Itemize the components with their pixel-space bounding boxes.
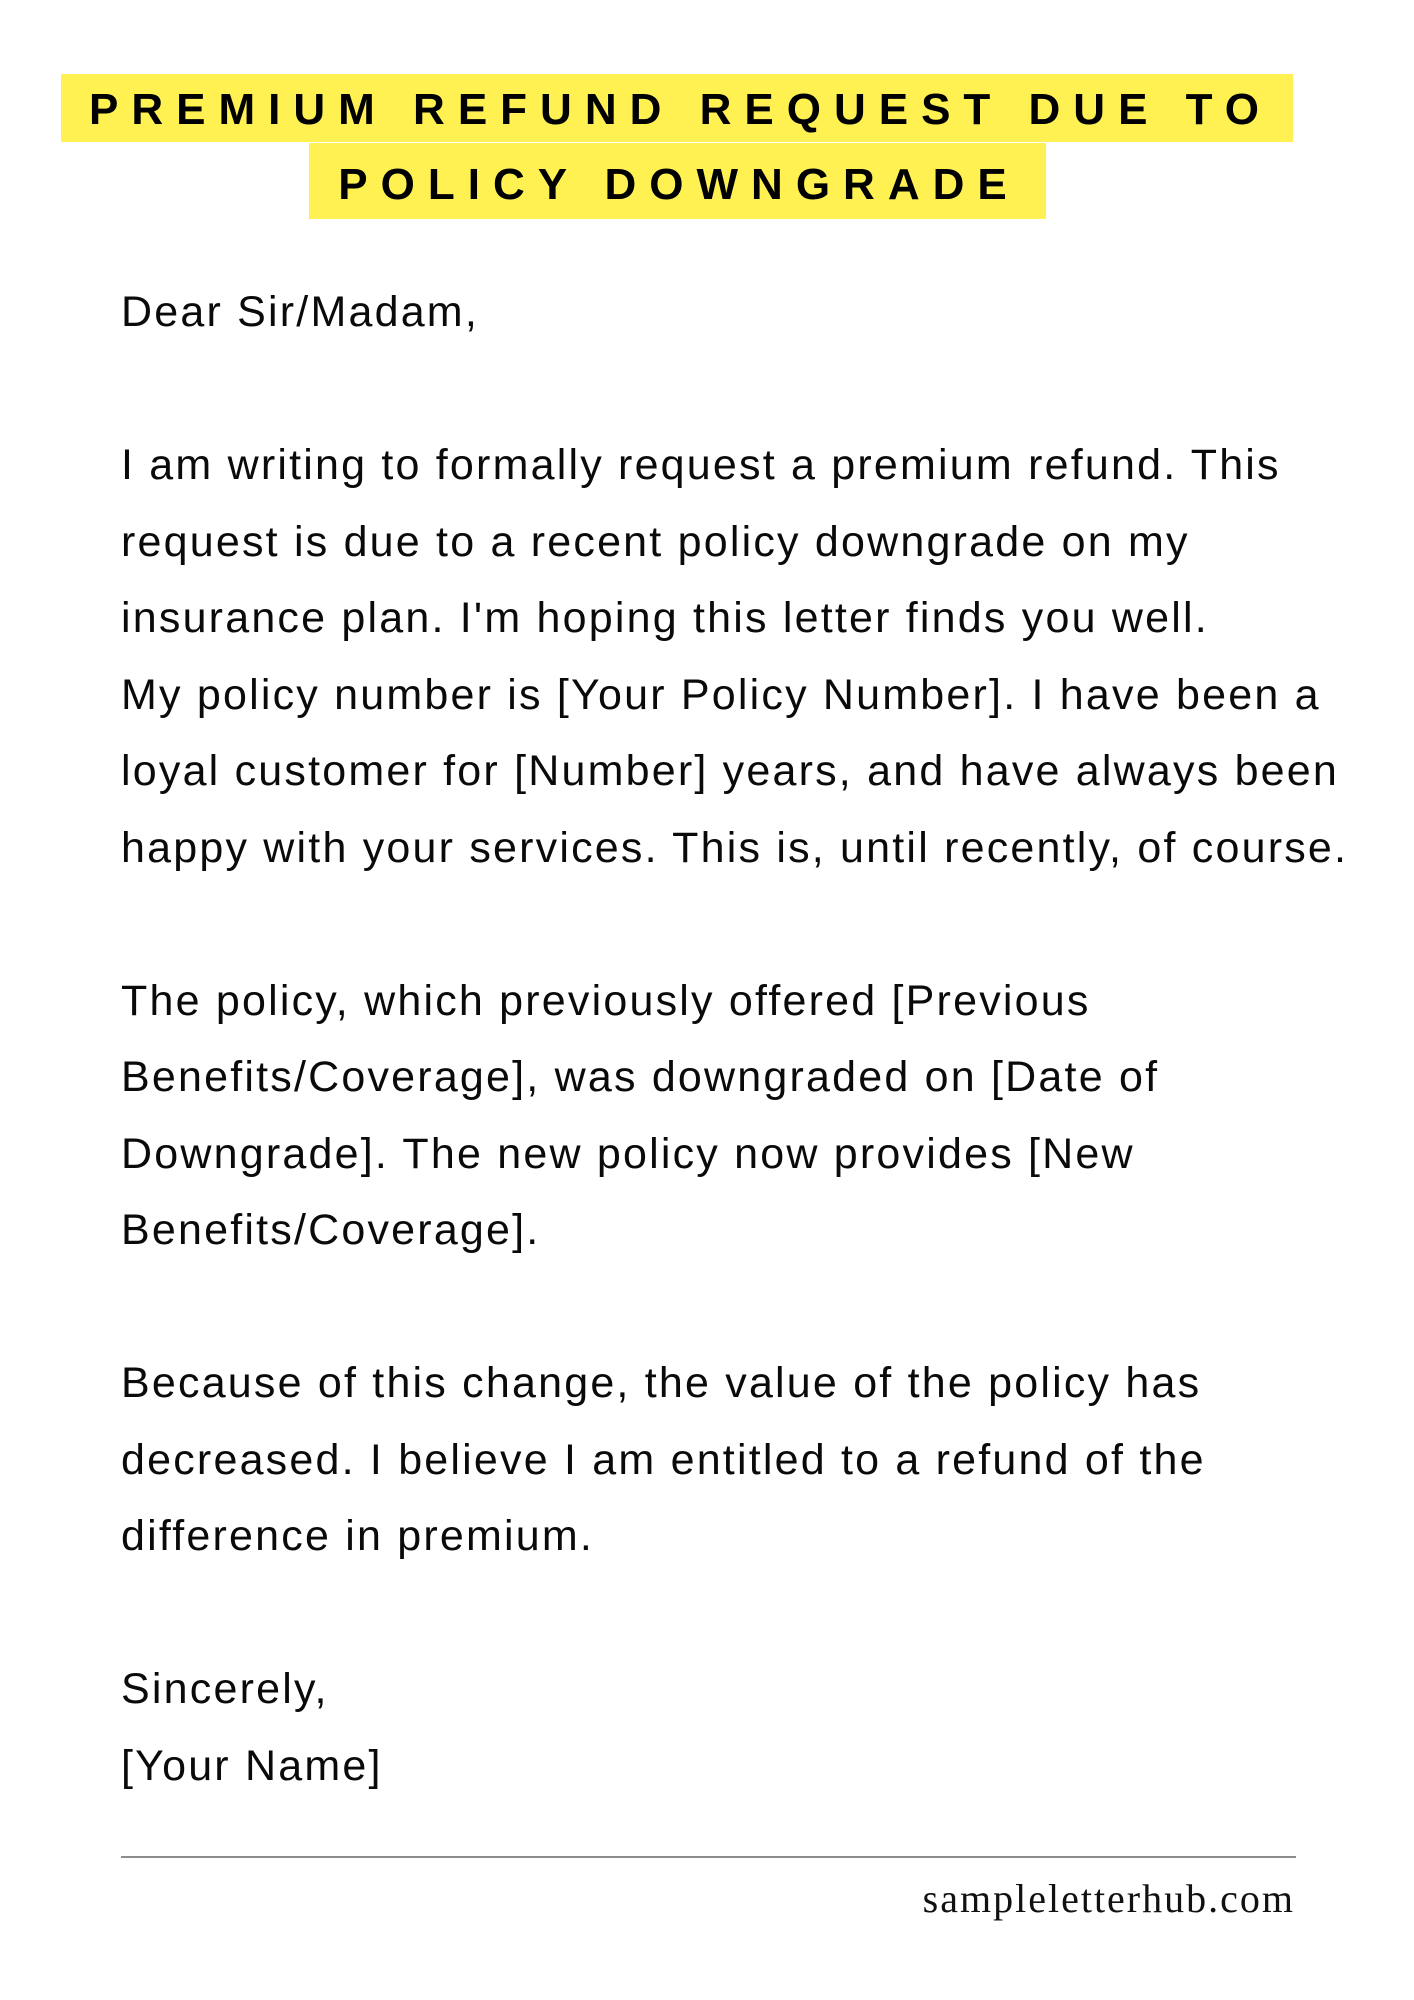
paragraph-3: [121, 1345, 1401, 1575]
title-highlight-1: PREMIUM REFUND REQUEST DUE TO: [61, 74, 1293, 142]
blank-line: [121, 886, 1401, 963]
paragraph-line: Downgrade]. The new policy now provides [New: [121, 1129, 1135, 1178]
paragraph-line: happy with your services. This is, until recently, of course.: [121, 823, 1349, 872]
paragraph-line: decreased. I believe I am entitled to a refund of the: [121, 1435, 1206, 1484]
paragraph-line: Benefits/Coverage].: [121, 1206, 541, 1254]
footer-website: sampleletterhub.com: [922, 1876, 1295, 1921]
paragraph-line: request is due to a recent policy downgrade on my: [121, 517, 1190, 566]
paragraph-2: [121, 963, 1401, 1269]
paragraph-line: Benefits/Coverage], was downgraded on [Date of: [121, 1053, 1160, 1101]
salutation: Dear Sir/Madam,: [121, 288, 479, 336]
closing: Sincerely,: [121, 1665, 329, 1713]
paragraph-line: The policy, which previously offered [Previous: [121, 976, 1091, 1025]
blank-line: [121, 351, 1401, 428]
title-line-2: [0, 143, 1354, 219]
paragraph-1: [121, 427, 1401, 886]
title-line-1: [0, 74, 1354, 142]
blank-line: [121, 1575, 1401, 1652]
footer-divider: [121, 1856, 1296, 1858]
paragraph-line: My policy number is [Your Policy Number]. I have been a: [121, 670, 1321, 719]
paragraph-line: insurance plan. I'm hoping this letter finds you well.: [121, 594, 1209, 642]
title-highlight-2: POLICY DOWNGRADE: [309, 143, 1046, 219]
paragraph-line: I am writing to formally request a premium refund. This: [121, 441, 1281, 489]
paragraph-line: loyal customer for [Number] years, and have always been: [121, 747, 1340, 795]
letter-body: [121, 274, 1401, 1804]
blank-line: [121, 1269, 1401, 1346]
signature-name: [Your Name]: [121, 1741, 383, 1790]
paragraph-line: Because of this change, the value of the policy has: [121, 1359, 1202, 1407]
paragraph-line: difference in premium.: [121, 1512, 595, 1560]
